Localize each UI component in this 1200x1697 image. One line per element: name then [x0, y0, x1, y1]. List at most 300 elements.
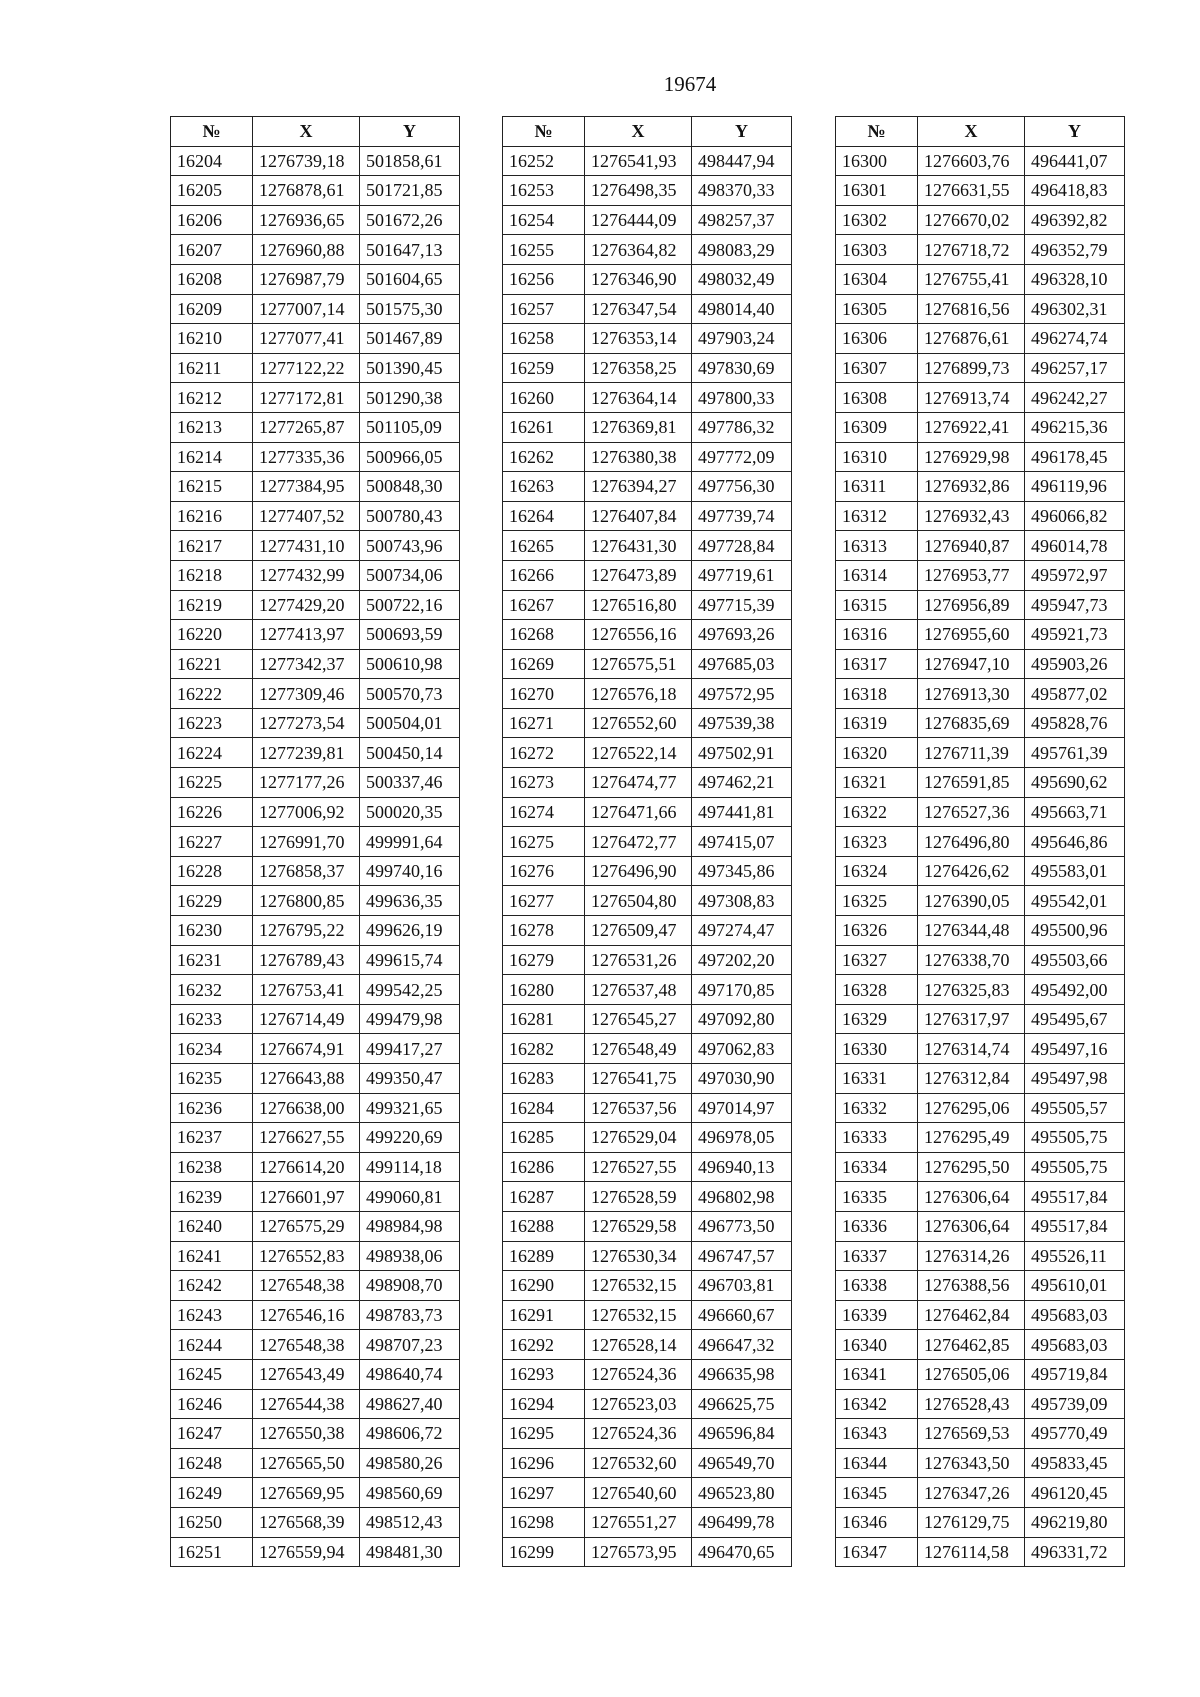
y-coordinate-cell: 497502,91 [692, 738, 792, 768]
x-coordinate-cell: 1277429,20 [253, 590, 360, 620]
table-row [836, 531, 1125, 561]
table-row [836, 1389, 1125, 1419]
y-coordinate-cell: 496940,13 [692, 1152, 792, 1182]
y-coordinate-cell: 500610,98 [360, 649, 460, 679]
table-row [836, 856, 1125, 886]
x-coordinate-cell: 1276548,38 [253, 1271, 360, 1301]
x-coordinate-cell: 1276576,18 [585, 679, 692, 709]
y-coordinate-cell: 498707,23 [360, 1330, 460, 1360]
table-row [171, 294, 460, 324]
x-coordinate-cell: 1276537,48 [585, 975, 692, 1005]
point-number-cell: 16289 [503, 1241, 585, 1271]
y-coordinate-cell: 497030,90 [692, 1064, 792, 1094]
y-coordinate-cell: 498938,06 [360, 1241, 460, 1271]
table-row [171, 679, 460, 709]
x-coordinate-cell: 1276739,18 [253, 146, 360, 176]
table-row [836, 412, 1125, 442]
y-coordinate-cell: 499114,18 [360, 1152, 460, 1182]
point-number-cell: 16251 [171, 1537, 253, 1567]
table-row [836, 442, 1125, 472]
y-coordinate-cell: 495517,84 [1025, 1211, 1125, 1241]
point-number-cell: 16216 [171, 501, 253, 531]
table-row [503, 620, 792, 650]
table-row [836, 768, 1125, 798]
x-coordinate-cell: 1276462,84 [918, 1300, 1025, 1330]
y-coordinate-cell: 499060,81 [360, 1182, 460, 1212]
table-row [171, 886, 460, 916]
table-row [836, 146, 1125, 176]
point-number-cell: 16208 [171, 264, 253, 294]
table-row [836, 264, 1125, 294]
y-coordinate-cell: 496499,78 [692, 1507, 792, 1537]
x-coordinate-cell: 1277335,36 [253, 442, 360, 472]
point-number-cell: 16217 [171, 531, 253, 561]
y-coordinate-cell: 500450,14 [360, 738, 460, 768]
x-coordinate-cell: 1276878,61 [253, 176, 360, 206]
y-coordinate-cell: 498984,98 [360, 1211, 460, 1241]
table-row [836, 1093, 1125, 1123]
y-coordinate-cell: 496978,05 [692, 1123, 792, 1153]
table-row [171, 412, 460, 442]
table-row [171, 975, 460, 1005]
x-coordinate-cell: 1276947,10 [918, 649, 1025, 679]
table-row [503, 1182, 792, 1212]
table-row [836, 945, 1125, 975]
x-coordinate-cell: 1276551,27 [585, 1507, 692, 1537]
y-coordinate-cell: 497685,03 [692, 649, 792, 679]
point-number-cell: 16204 [171, 146, 253, 176]
table-row [503, 1064, 792, 1094]
point-number-cell: 16241 [171, 1241, 253, 1271]
y-coordinate-cell: 496014,78 [1025, 531, 1125, 561]
x-coordinate-cell: 1277342,37 [253, 649, 360, 679]
y-coordinate-cell: 497092,80 [692, 1004, 792, 1034]
x-coordinate-cell: 1276338,70 [918, 945, 1025, 975]
point-number-cell: 16332 [836, 1093, 918, 1123]
point-number-cell: 16263 [503, 472, 585, 502]
table-row [171, 235, 460, 265]
y-coordinate-cell: 497772,09 [692, 442, 792, 472]
table-row [836, 1448, 1125, 1478]
table-row [171, 590, 460, 620]
y-coordinate-cell: 495583,01 [1025, 856, 1125, 886]
point-number-cell: 16232 [171, 975, 253, 1005]
y-coordinate-cell: 496549,70 [692, 1448, 792, 1478]
point-number-cell: 16336 [836, 1211, 918, 1241]
x-coordinate-cell: 1276960,88 [253, 235, 360, 265]
x-coordinate-cell: 1276913,74 [918, 383, 1025, 413]
point-number-cell: 16288 [503, 1211, 585, 1241]
table-row [171, 501, 460, 531]
point-number-cell: 16333 [836, 1123, 918, 1153]
x-coordinate-cell: 1277384,95 [253, 472, 360, 502]
column-header-x: X [585, 117, 692, 147]
x-coordinate-cell: 1276711,39 [918, 738, 1025, 768]
point-number-cell: 16280 [503, 975, 585, 1005]
table-row [503, 590, 792, 620]
point-number-cell: 16272 [503, 738, 585, 768]
x-coordinate-cell: 1276932,43 [918, 501, 1025, 531]
point-number-cell: 16306 [836, 324, 918, 354]
table-row [171, 1034, 460, 1064]
x-coordinate-cell: 1276575,51 [585, 649, 692, 679]
point-number-cell: 16341 [836, 1359, 918, 1389]
point-number-cell: 16303 [836, 235, 918, 265]
coordinates-table-1 [170, 116, 460, 1567]
x-coordinate-cell: 1276496,90 [585, 856, 692, 886]
table-row [503, 1330, 792, 1360]
y-coordinate-cell: 500848,30 [360, 472, 460, 502]
x-coordinate-cell: 1276800,85 [253, 886, 360, 916]
x-coordinate-cell: 1276380,38 [585, 442, 692, 472]
point-number-cell: 16305 [836, 294, 918, 324]
y-coordinate-cell: 495495,67 [1025, 1004, 1125, 1034]
y-coordinate-cell: 496242,27 [1025, 383, 1125, 413]
point-number-cell: 16273 [503, 768, 585, 798]
point-number-cell: 16268 [503, 620, 585, 650]
point-number-cell: 16235 [171, 1064, 253, 1094]
table-row [171, 856, 460, 886]
y-coordinate-cell: 499615,74 [360, 945, 460, 975]
x-coordinate-cell: 1276753,41 [253, 975, 360, 1005]
point-number-cell: 16318 [836, 679, 918, 709]
table-row [836, 176, 1125, 206]
table-row [503, 1359, 792, 1389]
table-row [503, 383, 792, 413]
point-number-cell: 16320 [836, 738, 918, 768]
y-coordinate-cell: 497719,61 [692, 560, 792, 590]
table-row [836, 1537, 1125, 1567]
x-coordinate-cell: 1276346,90 [585, 264, 692, 294]
table-row [836, 560, 1125, 590]
y-coordinate-cell: 495921,73 [1025, 620, 1125, 650]
y-coordinate-cell: 495833,45 [1025, 1448, 1125, 1478]
table-row [171, 620, 460, 650]
y-coordinate-cell: 499321,65 [360, 1093, 460, 1123]
y-coordinate-cell: 495683,03 [1025, 1300, 1125, 1330]
table-row [503, 738, 792, 768]
x-coordinate-cell: 1276295,50 [918, 1152, 1025, 1182]
point-number-cell: 16260 [503, 383, 585, 413]
table-row [171, 442, 460, 472]
x-coordinate-cell: 1276548,49 [585, 1034, 692, 1064]
x-coordinate-cell: 1276991,70 [253, 827, 360, 857]
table-row [171, 797, 460, 827]
table-row [171, 1004, 460, 1034]
y-coordinate-cell: 500734,06 [360, 560, 460, 590]
point-number-cell: 16325 [836, 886, 918, 916]
point-number-cell: 16328 [836, 975, 918, 1005]
table-row [503, 1419, 792, 1449]
x-coordinate-cell: 1276670,02 [918, 205, 1025, 235]
y-coordinate-cell: 496120,45 [1025, 1478, 1125, 1508]
x-coordinate-cell: 1276505,06 [918, 1359, 1025, 1389]
x-coordinate-cell: 1277077,41 [253, 324, 360, 354]
x-coordinate-cell: 1276314,74 [918, 1034, 1025, 1064]
x-coordinate-cell: 1276364,82 [585, 235, 692, 265]
y-coordinate-cell: 495542,01 [1025, 886, 1125, 916]
y-coordinate-cell: 496274,74 [1025, 324, 1125, 354]
table-row [503, 679, 792, 709]
x-coordinate-cell: 1276529,58 [585, 1211, 692, 1241]
table-row [171, 1300, 460, 1330]
table-row [171, 1537, 460, 1567]
x-coordinate-cell: 1276426,62 [918, 856, 1025, 886]
y-coordinate-cell: 501672,26 [360, 205, 460, 235]
x-coordinate-cell: 1277177,26 [253, 768, 360, 798]
column-header-number: № [503, 117, 585, 147]
y-coordinate-cell: 495500,96 [1025, 916, 1125, 946]
y-coordinate-cell: 495828,76 [1025, 708, 1125, 738]
y-coordinate-cell: 495683,03 [1025, 1330, 1125, 1360]
table-row [171, 353, 460, 383]
y-coordinate-cell: 495770,49 [1025, 1419, 1125, 1449]
x-coordinate-cell: 1276522,14 [585, 738, 692, 768]
table-row [503, 324, 792, 354]
x-coordinate-cell: 1276789,43 [253, 945, 360, 975]
point-number-cell: 16316 [836, 620, 918, 650]
x-coordinate-cell: 1276498,35 [585, 176, 692, 206]
x-coordinate-cell: 1276364,14 [585, 383, 692, 413]
table-row [503, 294, 792, 324]
x-coordinate-cell: 1276816,56 [918, 294, 1025, 324]
point-number-cell: 16226 [171, 797, 253, 827]
table-row [503, 1300, 792, 1330]
y-coordinate-cell: 496647,32 [692, 1330, 792, 1360]
table-row [503, 176, 792, 206]
point-number-cell: 16248 [171, 1448, 253, 1478]
table-row [171, 176, 460, 206]
column-header-x: X [918, 117, 1025, 147]
x-coordinate-cell: 1277239,81 [253, 738, 360, 768]
table-row [836, 886, 1125, 916]
table-row [503, 1093, 792, 1123]
y-coordinate-cell: 498512,43 [360, 1507, 460, 1537]
y-coordinate-cell: 501290,38 [360, 383, 460, 413]
table-row [836, 1152, 1125, 1182]
point-number-cell: 16323 [836, 827, 918, 857]
y-coordinate-cell: 498014,40 [692, 294, 792, 324]
x-coordinate-cell: 1276295,49 [918, 1123, 1025, 1153]
y-coordinate-cell: 497693,26 [692, 620, 792, 650]
table-row [836, 205, 1125, 235]
table-row [836, 1359, 1125, 1389]
table-row [836, 1419, 1125, 1449]
table-row [836, 1034, 1125, 1064]
y-coordinate-cell: 499626,19 [360, 916, 460, 946]
table-row [503, 1241, 792, 1271]
table-row [171, 945, 460, 975]
point-number-cell: 16299 [503, 1537, 585, 1567]
y-coordinate-cell: 495497,98 [1025, 1064, 1125, 1094]
table-row [836, 1478, 1125, 1508]
x-coordinate-cell: 1276528,43 [918, 1389, 1025, 1419]
table-row [836, 383, 1125, 413]
y-coordinate-cell: 500337,46 [360, 768, 460, 798]
point-number-cell: 16252 [503, 146, 585, 176]
point-number-cell: 16219 [171, 590, 253, 620]
table-row [171, 146, 460, 176]
point-number-cell: 16287 [503, 1182, 585, 1212]
x-coordinate-cell: 1276390,05 [918, 886, 1025, 916]
point-number-cell: 16258 [503, 324, 585, 354]
table-row [836, 827, 1125, 857]
point-number-cell: 16223 [171, 708, 253, 738]
table-row [503, 1271, 792, 1301]
point-number-cell: 16256 [503, 264, 585, 294]
y-coordinate-cell: 496328,10 [1025, 264, 1125, 294]
x-coordinate-cell: 1276559,94 [253, 1537, 360, 1567]
x-coordinate-cell: 1276714,49 [253, 1004, 360, 1034]
y-coordinate-cell: 496066,82 [1025, 501, 1125, 531]
x-coordinate-cell: 1276876,61 [918, 324, 1025, 354]
table-row [503, 975, 792, 1005]
point-number-cell: 16283 [503, 1064, 585, 1094]
point-number-cell: 16345 [836, 1478, 918, 1508]
y-coordinate-cell: 498580,26 [360, 1448, 460, 1478]
x-coordinate-cell: 1277413,97 [253, 620, 360, 650]
column-header-number: № [836, 117, 918, 147]
point-number-cell: 16278 [503, 916, 585, 946]
point-number-cell: 16309 [836, 412, 918, 442]
point-number-cell: 16262 [503, 442, 585, 472]
point-number-cell: 16302 [836, 205, 918, 235]
x-coordinate-cell: 1276532,15 [585, 1271, 692, 1301]
y-coordinate-cell: 497739,74 [692, 501, 792, 531]
x-coordinate-cell: 1276537,56 [585, 1093, 692, 1123]
coordinates-table-3 [835, 116, 1125, 1567]
y-coordinate-cell: 495739,09 [1025, 1389, 1125, 1419]
y-coordinate-cell: 496703,81 [692, 1271, 792, 1301]
table-row [171, 472, 460, 502]
y-coordinate-cell: 498257,37 [692, 205, 792, 235]
x-coordinate-cell: 1276528,59 [585, 1182, 692, 1212]
x-coordinate-cell: 1276471,66 [585, 797, 692, 827]
point-number-cell: 16324 [836, 856, 918, 886]
table-row [171, 708, 460, 738]
y-coordinate-cell: 497274,47 [692, 916, 792, 946]
x-coordinate-cell: 1276569,95 [253, 1478, 360, 1508]
y-coordinate-cell: 495690,62 [1025, 768, 1125, 798]
x-coordinate-cell: 1276674,91 [253, 1034, 360, 1064]
y-coordinate-cell: 497308,83 [692, 886, 792, 916]
x-coordinate-cell: 1276541,75 [585, 1064, 692, 1094]
x-coordinate-cell: 1276627,55 [253, 1123, 360, 1153]
y-coordinate-cell: 495903,26 [1025, 649, 1125, 679]
table-row [836, 708, 1125, 738]
x-coordinate-cell: 1276552,83 [253, 1241, 360, 1271]
y-coordinate-cell: 499636,35 [360, 886, 460, 916]
table-row [836, 975, 1125, 1005]
table-row [836, 472, 1125, 502]
y-coordinate-cell: 498083,29 [692, 235, 792, 265]
y-coordinate-cell: 495505,57 [1025, 1093, 1125, 1123]
y-coordinate-cell: 498447,94 [692, 146, 792, 176]
y-coordinate-cell: 498032,49 [692, 264, 792, 294]
point-number-cell: 16290 [503, 1271, 585, 1301]
point-number-cell: 16330 [836, 1034, 918, 1064]
table-row [171, 383, 460, 413]
y-coordinate-cell: 497062,83 [692, 1034, 792, 1064]
y-coordinate-cell: 495947,73 [1025, 590, 1125, 620]
table-row [503, 708, 792, 738]
y-coordinate-cell: 497800,33 [692, 383, 792, 413]
y-coordinate-cell: 501467,89 [360, 324, 460, 354]
x-coordinate-cell: 1276565,50 [253, 1448, 360, 1478]
x-coordinate-cell: 1276552,60 [585, 708, 692, 738]
point-number-cell: 16291 [503, 1300, 585, 1330]
x-coordinate-cell: 1276929,98 [918, 442, 1025, 472]
point-number-cell: 16266 [503, 560, 585, 590]
point-number-cell: 16254 [503, 205, 585, 235]
x-coordinate-cell: 1276312,84 [918, 1064, 1025, 1094]
x-coordinate-cell: 1277431,10 [253, 531, 360, 561]
table-row [503, 442, 792, 472]
table-row [503, 472, 792, 502]
y-coordinate-cell: 495719,84 [1025, 1359, 1125, 1389]
x-coordinate-cell: 1276306,64 [918, 1211, 1025, 1241]
point-number-cell: 16331 [836, 1064, 918, 1094]
x-coordinate-cell: 1276575,29 [253, 1211, 360, 1241]
x-coordinate-cell: 1276546,16 [253, 1300, 360, 1330]
y-coordinate-cell: 500570,73 [360, 679, 460, 709]
y-coordinate-cell: 496418,83 [1025, 176, 1125, 206]
point-number-cell: 16237 [171, 1123, 253, 1153]
x-coordinate-cell: 1276940,87 [918, 531, 1025, 561]
point-number-cell: 16343 [836, 1419, 918, 1449]
x-coordinate-cell: 1277006,92 [253, 797, 360, 827]
point-number-cell: 16236 [171, 1093, 253, 1123]
x-coordinate-cell: 1276325,83 [918, 975, 1025, 1005]
y-coordinate-cell: 496773,50 [692, 1211, 792, 1241]
y-coordinate-cell: 495610,01 [1025, 1271, 1125, 1301]
x-coordinate-cell: 1276955,60 [918, 620, 1025, 650]
point-number-cell: 16317 [836, 649, 918, 679]
table-row [503, 797, 792, 827]
table-row [171, 1389, 460, 1419]
point-number-cell: 16337 [836, 1241, 918, 1271]
x-coordinate-cell: 1276545,27 [585, 1004, 692, 1034]
y-coordinate-cell: 497202,20 [692, 945, 792, 975]
point-number-cell: 16229 [171, 886, 253, 916]
y-coordinate-cell: 498370,33 [692, 176, 792, 206]
y-coordinate-cell: 500743,96 [360, 531, 460, 561]
x-coordinate-cell: 1276358,25 [585, 353, 692, 383]
x-coordinate-cell: 1276956,89 [918, 590, 1025, 620]
point-number-cell: 16205 [171, 176, 253, 206]
table-row [836, 620, 1125, 650]
table-row [836, 1241, 1125, 1271]
x-coordinate-cell: 1276936,65 [253, 205, 360, 235]
x-coordinate-cell: 1276614,20 [253, 1152, 360, 1182]
point-number-cell: 16329 [836, 1004, 918, 1034]
point-number-cell: 16297 [503, 1478, 585, 1508]
table-row [836, 1507, 1125, 1537]
point-number-cell: 16293 [503, 1359, 585, 1389]
table-row [171, 1093, 460, 1123]
point-number-cell: 16211 [171, 353, 253, 383]
x-coordinate-cell: 1276718,72 [918, 235, 1025, 265]
point-number-cell: 16284 [503, 1093, 585, 1123]
y-coordinate-cell: 497903,24 [692, 324, 792, 354]
x-coordinate-cell: 1277007,14 [253, 294, 360, 324]
x-coordinate-cell: 1276504,80 [585, 886, 692, 916]
y-coordinate-cell: 498640,74 [360, 1359, 460, 1389]
point-number-cell: 16257 [503, 294, 585, 324]
table-row [171, 1211, 460, 1241]
point-number-cell: 16298 [503, 1507, 585, 1537]
x-coordinate-cell: 1276394,27 [585, 472, 692, 502]
